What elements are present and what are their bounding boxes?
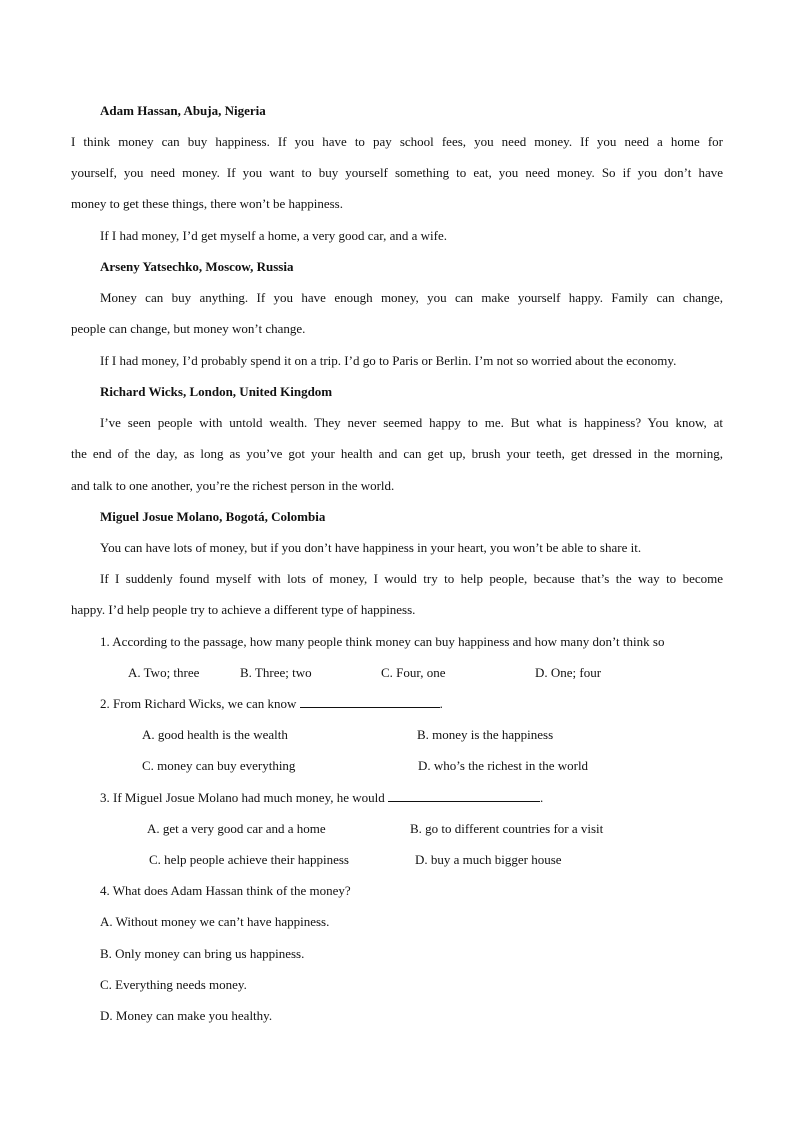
paragraph-line: Money can buy anything. If you have enough money, you can make yourself happy. Family can change, — [100, 290, 723, 305]
paragraph-line: money to get these things, there won’t be happiness. — [71, 196, 343, 211]
speaker-name: Miguel Josue Molano, Bogotá, Colombia — [100, 509, 326, 524]
q3-option-b: B. go to different countries for a visit — [410, 821, 604, 836]
paragraph-line: If I had money, I’d get myself a home, a very good car, and a wife. — [100, 228, 447, 243]
speaker-name: Arseny Yatsechko, Moscow, Russia — [100, 259, 294, 274]
paragraph-line: yourself, you need money. If you want to buy yourself something to eat, you need money. So if you don’t have — [71, 165, 723, 180]
paragraph-line: the end of the day, as long as you’ve got your health and can get up, brush your teeth, get dressed in the morning, — [71, 446, 723, 461]
q4-option-a: A. Without money we can’t have happiness. — [100, 914, 330, 929]
paragraph-line: I think money can buy happiness. If you have to pay school fees, you need money. If you need a home for — [71, 134, 723, 149]
question-3-text: 3. If Miguel Josue Molano had much money, he would — [100, 790, 385, 805]
q1-option-a: A. Two; three — [128, 665, 200, 680]
q1-option-d: D. One; four — [535, 665, 602, 680]
question-2: 2. From Richard Wicks, we can know . — [100, 696, 443, 711]
paragraph-line: I’ve seen people with untold wealth. They never seemed happy to me. But what is happiness? You know, at — [100, 415, 723, 430]
answer-blank — [300, 695, 440, 708]
q3-option-d: D. buy a much bigger house — [415, 852, 562, 867]
paragraph-line: and talk to one another, you’re the richest person in the world. — [71, 478, 395, 493]
paragraph-line: You can have lots of money, but if you don’t have happiness in your heart, you won’t be able to share it. — [100, 540, 642, 555]
paragraph-line: If I suddenly found myself with lots of money, I would try to help people, because that’s the way to become — [100, 571, 723, 586]
question-2-text: 2. From Richard Wicks, we can know — [100, 696, 297, 711]
paragraph-line: happy. I’d help people try to achieve a different type of happiness. — [71, 602, 416, 617]
paragraph-line: If I had money, I’d probably spend it on a trip. I’d go to Paris or Berlin. I’m not so worried about the economy. — [100, 353, 677, 368]
question-4: 4. What does Adam Hassan think of the money? — [100, 883, 351, 898]
q2-option-d: D. who’s the richest in the world — [418, 758, 589, 773]
speaker-name: Adam Hassan, Abuja, Nigeria — [100, 103, 266, 118]
answer-blank — [388, 789, 540, 802]
q1-option-b: B. Three; two — [240, 665, 312, 680]
q2-option-b: B. money is the happiness — [417, 727, 554, 742]
q3-option-a: A. get a very good car and a home — [147, 821, 326, 836]
speaker-name: Richard Wicks, London, United Kingdom — [100, 384, 333, 399]
q1-option-c: C. Four, one — [381, 665, 446, 680]
q2-option-a: A. good health is the wealth — [142, 727, 288, 742]
q4-option-c: C. Everything needs money. — [100, 977, 247, 992]
question-1: 1. According to the passage, how many people think money can buy happiness and how many don’t think so — [100, 634, 665, 649]
question-3: 3. If Miguel Josue Molano had much money, he would . — [100, 790, 544, 805]
q3-option-c: C. help people achieve their happiness — [149, 852, 349, 867]
q2-option-c: C. money can buy everything — [142, 758, 296, 773]
paragraph-line: people can change, but money won’t change. — [71, 321, 306, 336]
q4-option-d: D. Money can make you healthy. — [100, 1008, 273, 1023]
q4-option-b: B. Only money can bring us happiness. — [100, 946, 305, 961]
